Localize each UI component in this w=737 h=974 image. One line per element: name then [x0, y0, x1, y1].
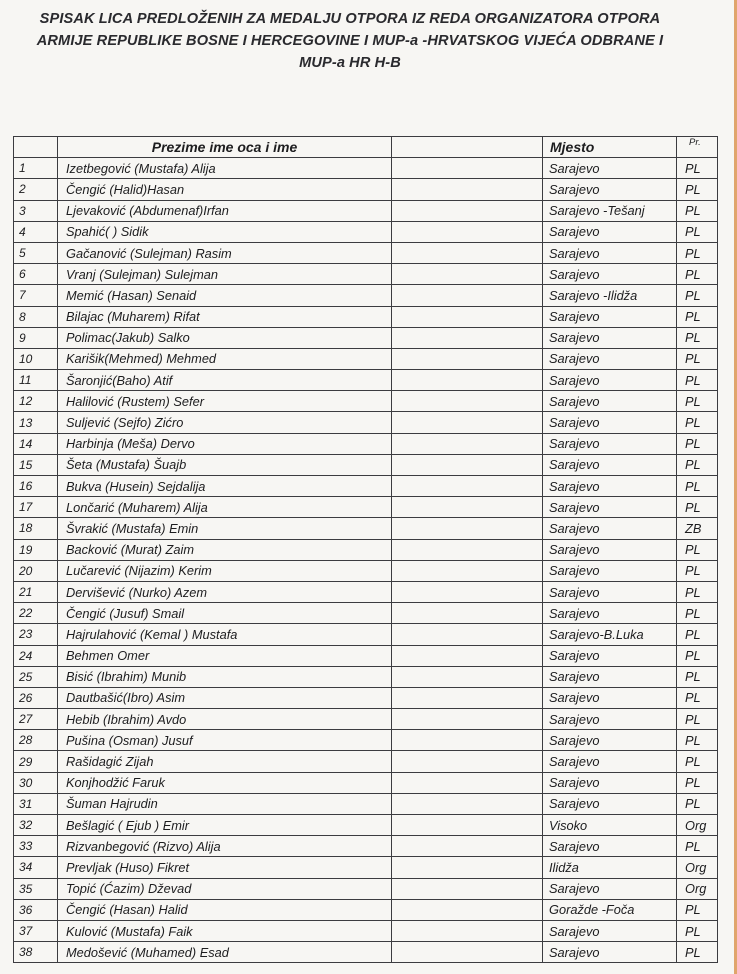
table-row	[14, 836, 718, 857]
row-name: Čengić (Halid)Hasan	[58, 179, 392, 200]
row-name: Švrakić (Mustafa) Emin	[58, 518, 392, 539]
row-name: Dautbašić(Ibro) Asim	[58, 687, 392, 708]
row-place: Sarajevo	[543, 221, 677, 242]
row-name: Lončarić (Muharem) Alija	[58, 497, 392, 518]
document-title	[0, 8, 700, 74]
table-row	[14, 539, 718, 560]
row-place: Sarajevo-B.Luka	[543, 624, 677, 645]
row-blank	[392, 857, 543, 878]
row-pr: PL	[677, 370, 718, 391]
row-number: 4	[14, 221, 58, 242]
row-place: Sarajevo	[543, 497, 677, 518]
row-blank	[392, 433, 543, 454]
row-pr: ZB	[677, 518, 718, 539]
header-pr: Pr.	[677, 137, 718, 158]
row-blank	[392, 645, 543, 666]
row-pr: PL	[677, 412, 718, 433]
row-number: 30	[14, 772, 58, 793]
row-number: 23	[14, 624, 58, 645]
table-row	[14, 772, 718, 793]
row-blank	[392, 306, 543, 327]
row-blank	[392, 560, 543, 581]
row-blank	[392, 412, 543, 433]
row-blank	[392, 624, 543, 645]
table-row	[14, 370, 718, 391]
row-name: Šuman Hajrudin	[58, 793, 392, 814]
row-blank	[392, 348, 543, 369]
row-pr: PL	[677, 603, 718, 624]
row-pr: Org	[677, 815, 718, 836]
row-pr: PL	[677, 327, 718, 348]
row-blank	[392, 158, 543, 179]
row-name: Topić (Ćazim) Dževad	[58, 878, 392, 899]
row-number: 26	[14, 687, 58, 708]
row-name: Bilajac (Muharem) Rifat	[58, 306, 392, 327]
row-blank	[392, 518, 543, 539]
row-pr: PL	[677, 497, 718, 518]
row-pr: PL	[677, 158, 718, 179]
row-pr: PL	[677, 264, 718, 285]
row-name: Hebib (Ibrahim) Avdo	[58, 709, 392, 730]
row-pr: PL	[677, 942, 718, 963]
row-place: Sarajevo	[543, 454, 677, 475]
row-pr: PL	[677, 645, 718, 666]
row-blank	[392, 327, 543, 348]
row-blank	[392, 242, 543, 263]
row-place: Visoko	[543, 815, 677, 836]
row-pr: Org	[677, 878, 718, 899]
table-row	[14, 687, 718, 708]
row-place: Sarajevo	[543, 306, 677, 327]
row-place: Sarajevo	[543, 793, 677, 814]
row-number: 31	[14, 793, 58, 814]
row-pr: PL	[677, 836, 718, 857]
row-blank	[392, 751, 543, 772]
row-blank	[392, 285, 543, 306]
row-number: 25	[14, 666, 58, 687]
row-blank	[392, 772, 543, 793]
row-blank	[392, 581, 543, 602]
row-blank	[392, 730, 543, 751]
row-number: 18	[14, 518, 58, 539]
row-blank	[392, 899, 543, 920]
row-name: Harbinja (Meša) Dervo	[58, 433, 392, 454]
row-pr: PL	[677, 391, 718, 412]
table-row	[14, 348, 718, 369]
row-blank	[392, 793, 543, 814]
table-row	[14, 391, 718, 412]
row-name: Karišik(Mehmed) Mehmed	[58, 348, 392, 369]
row-blank	[392, 200, 543, 221]
title-line-2: ARMIJE REPUBLIKE BOSNE I HERCEGOVINE I MUP-a -HRVATSKOG VIJEĆA ODBRANE I	[36, 33, 664, 49]
row-pr: PL	[677, 899, 718, 920]
row-place: Sarajevo	[543, 581, 677, 602]
row-pr: PL	[677, 221, 718, 242]
row-pr: PL	[677, 624, 718, 645]
row-name: Behmen Omer	[58, 645, 392, 666]
row-pr: PL	[677, 348, 718, 369]
row-place: Sarajevo	[543, 370, 677, 391]
row-place: Sarajevo	[543, 772, 677, 793]
row-blank	[392, 497, 543, 518]
row-pr: PL	[677, 539, 718, 560]
table-row	[14, 603, 718, 624]
row-pr: Org	[677, 857, 718, 878]
row-name: Vranj (Sulejman) Sulejman	[58, 264, 392, 285]
table-row	[14, 751, 718, 772]
table-row	[14, 497, 718, 518]
row-number: 34	[14, 857, 58, 878]
row-place: Sarajevo	[543, 666, 677, 687]
row-name: Kulović (Mustafa) Faik	[58, 920, 392, 941]
row-number: 16	[14, 476, 58, 497]
header-place: Mjesto	[543, 137, 677, 158]
row-pr: PL	[677, 433, 718, 454]
row-name: Lučarević (Nijazim) Kerim	[58, 560, 392, 581]
row-place: Sarajevo	[543, 348, 677, 369]
table-row	[14, 857, 718, 878]
table-row	[14, 264, 718, 285]
row-pr: PL	[677, 730, 718, 751]
row-place: Sarajevo	[543, 264, 677, 285]
row-name: Šaronjić(Baho) Atif	[58, 370, 392, 391]
table-row	[14, 412, 718, 433]
row-blank	[392, 815, 543, 836]
row-place: Sarajevo	[543, 412, 677, 433]
table-row	[14, 815, 718, 836]
row-blank	[392, 179, 543, 200]
row-name: Bisić (Ibrahim) Munib	[58, 666, 392, 687]
row-name: Ljevaković (Abdumenaf)Irfan	[58, 200, 392, 221]
row-blank	[392, 454, 543, 475]
row-number: 17	[14, 497, 58, 518]
row-number: 36	[14, 899, 58, 920]
row-number: 24	[14, 645, 58, 666]
row-pr: PL	[677, 285, 718, 306]
row-number: 6	[14, 264, 58, 285]
row-number: 28	[14, 730, 58, 751]
row-pr: PL	[677, 709, 718, 730]
row-pr: PL	[677, 306, 718, 327]
row-number: 35	[14, 878, 58, 899]
row-place: Sarajevo	[543, 158, 677, 179]
row-number: 2	[14, 179, 58, 200]
row-place: Sarajevo	[543, 942, 677, 963]
row-name: Backović (Murat) Zaim	[58, 539, 392, 560]
row-number: 3	[14, 200, 58, 221]
row-number: 8	[14, 306, 58, 327]
row-number: 7	[14, 285, 58, 306]
table-row	[14, 730, 718, 751]
row-pr: PL	[677, 179, 718, 200]
table-row	[14, 221, 718, 242]
row-name: Bešlagić ( Ejub ) Emir	[58, 815, 392, 836]
row-place: Sarajevo -Tešanj	[543, 200, 677, 221]
row-blank	[392, 687, 543, 708]
row-place: Sarajevo	[543, 179, 677, 200]
row-number: 9	[14, 327, 58, 348]
row-blank	[392, 264, 543, 285]
row-blank	[392, 920, 543, 941]
table-row	[14, 518, 718, 539]
row-name: Bukva (Husein) Sejdalija	[58, 476, 392, 497]
table-row	[14, 200, 718, 221]
row-pr: PL	[677, 687, 718, 708]
row-place: Sarajevo	[543, 751, 677, 772]
row-number: 19	[14, 539, 58, 560]
row-place: Sarajevo	[543, 327, 677, 348]
row-place: Sarajevo -Ilidža	[543, 285, 677, 306]
row-name: Polimac(Jakub) Salko	[58, 327, 392, 348]
header-name: Prezime ime oca i ime	[58, 137, 392, 158]
table-body	[14, 158, 718, 963]
table-header-row	[14, 137, 718, 158]
table-row	[14, 899, 718, 920]
table-row	[14, 709, 718, 730]
row-number: 37	[14, 920, 58, 941]
table-row	[14, 327, 718, 348]
row-pr: PL	[677, 454, 718, 475]
row-place: Sarajevo	[543, 391, 677, 412]
row-pr: PL	[677, 200, 718, 221]
table-row	[14, 793, 718, 814]
row-pr: PL	[677, 560, 718, 581]
row-pr: PL	[677, 772, 718, 793]
row-name: Gačanović (Sulejman) Rasim	[58, 242, 392, 263]
row-pr: PL	[677, 920, 718, 941]
row-blank	[392, 836, 543, 857]
table-row	[14, 306, 718, 327]
row-place: Goražde -Foča	[543, 899, 677, 920]
row-place: Sarajevo	[543, 645, 677, 666]
row-place: Sarajevo	[543, 687, 677, 708]
row-place: Sarajevo	[543, 920, 677, 941]
row-name: Šeta (Mustafa) Šuajb	[58, 454, 392, 475]
table-row	[14, 454, 718, 475]
table-row	[14, 645, 718, 666]
row-blank	[392, 539, 543, 560]
table-row	[14, 920, 718, 941]
row-number: 38	[14, 942, 58, 963]
row-name: Čengić (Hasan) Halid	[58, 899, 392, 920]
row-blank	[392, 709, 543, 730]
row-name: Prevljak (Huso) Fikret	[58, 857, 392, 878]
row-number: 27	[14, 709, 58, 730]
row-name: Pušina (Osman) Jusuf	[58, 730, 392, 751]
row-number: 15	[14, 454, 58, 475]
row-place: Sarajevo	[543, 242, 677, 263]
row-number: 32	[14, 815, 58, 836]
title-line-1: SPISAK LICA PREDLOŽENIH ZA MEDALJU OTPORA IZ REDA ORGANIZATORA OTPORA	[39, 11, 661, 27]
row-name: Dervišević (Nurko) Azem	[58, 581, 392, 602]
row-place: Ilidža	[543, 857, 677, 878]
row-blank	[392, 603, 543, 624]
row-number: 11	[14, 370, 58, 391]
row-name: Izetbegović (Mustafa) Alija	[58, 158, 392, 179]
row-pr: PL	[677, 751, 718, 772]
table-row	[14, 878, 718, 899]
row-name: Spahić( ) Sidik	[58, 221, 392, 242]
row-blank	[392, 666, 543, 687]
table-row	[14, 242, 718, 263]
row-blank	[392, 476, 543, 497]
row-name: Rašidagić Zijah	[58, 751, 392, 772]
row-name: Rizvanbegović (Rizvo) Alija	[58, 836, 392, 857]
row-place: Sarajevo	[543, 730, 677, 751]
row-place: Sarajevo	[543, 709, 677, 730]
row-pr: PL	[677, 581, 718, 602]
row-number: 13	[14, 412, 58, 433]
row-number: 1	[14, 158, 58, 179]
row-pr: PL	[677, 476, 718, 497]
table-row	[14, 433, 718, 454]
row-place: Sarajevo	[543, 878, 677, 899]
row-blank	[392, 942, 543, 963]
row-name: Halilović (Rustem) Sefer	[58, 391, 392, 412]
table-row	[14, 624, 718, 645]
header-number	[14, 137, 58, 158]
row-name: Konjhodžić Faruk	[58, 772, 392, 793]
candidates-table	[13, 136, 718, 963]
row-number: 5	[14, 242, 58, 263]
table-row	[14, 560, 718, 581]
row-number: 29	[14, 751, 58, 772]
row-place: Sarajevo	[543, 560, 677, 581]
title-line-3: MUP-a HR H-B	[299, 55, 401, 71]
row-name: Medošević (Muhamed) Esad	[58, 942, 392, 963]
row-number: 21	[14, 581, 58, 602]
row-number: 33	[14, 836, 58, 857]
row-name: Memić (Hasan) Senaid	[58, 285, 392, 306]
row-place: Sarajevo	[543, 518, 677, 539]
table-row	[14, 285, 718, 306]
row-pr: PL	[677, 666, 718, 687]
table-row	[14, 942, 718, 963]
row-blank	[392, 878, 543, 899]
row-place: Sarajevo	[543, 433, 677, 454]
row-number: 22	[14, 603, 58, 624]
row-blank	[392, 391, 543, 412]
table-row	[14, 476, 718, 497]
table-row	[14, 179, 718, 200]
table-row	[14, 581, 718, 602]
row-place: Sarajevo	[543, 836, 677, 857]
row-pr: PL	[677, 242, 718, 263]
row-place: Sarajevo	[543, 476, 677, 497]
row-blank	[392, 221, 543, 242]
row-name: Hajrulahović (Kemal ) Mustafa	[58, 624, 392, 645]
row-pr: PL	[677, 793, 718, 814]
row-number: 14	[14, 433, 58, 454]
table-row	[14, 158, 718, 179]
row-name: Suljević (Sejfo) Zićro	[58, 412, 392, 433]
row-place: Sarajevo	[543, 603, 677, 624]
row-blank	[392, 370, 543, 391]
row-number: 12	[14, 391, 58, 412]
row-name: Čengić (Jusuf) Smail	[58, 603, 392, 624]
row-number: 20	[14, 560, 58, 581]
row-number: 10	[14, 348, 58, 369]
header-blank	[392, 137, 543, 158]
row-place: Sarajevo	[543, 539, 677, 560]
table-row	[14, 666, 718, 687]
